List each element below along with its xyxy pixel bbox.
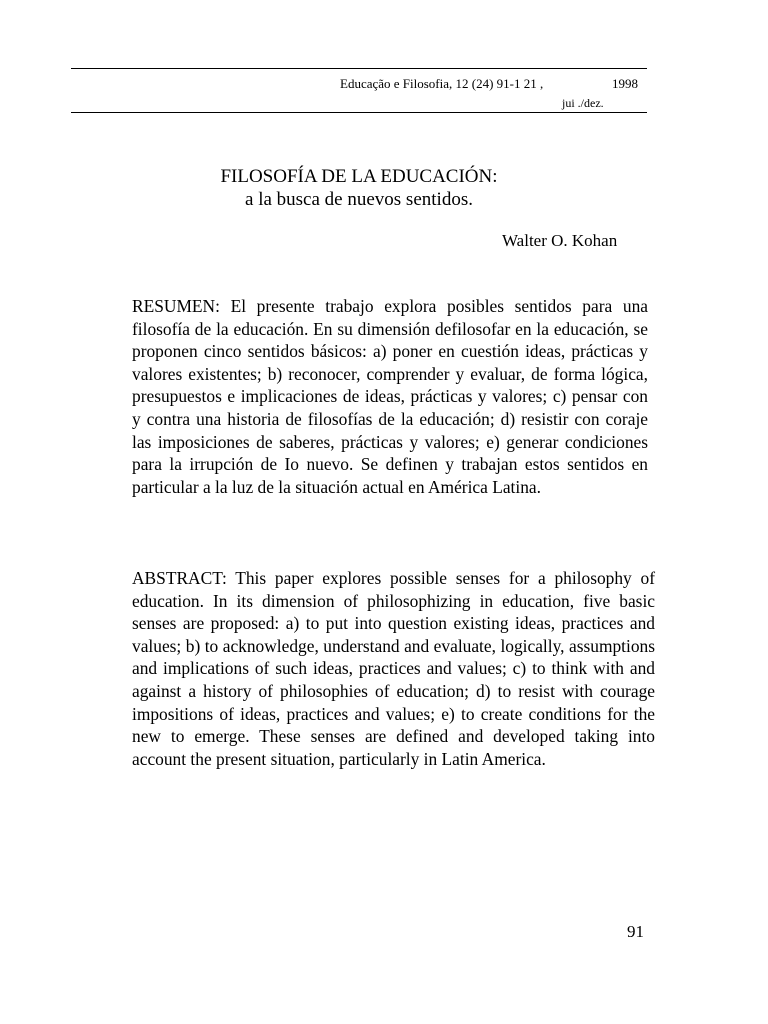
- resumen-paragraph: RESUMEN: El presente trabajo explora posibles sentidos para una filosofía de la educación. En su dimensión defilosofar en la educación, se proponen cinco sentidos básicos: a) poner en cuestión ideas, prácticas y valores existentes; b) reconocer, comprender y evaluar, de forma lógica, presupuestos e implicaciones de ideas, prácticas y valores; c) pensar con y contra una historia de filosofías de la educación; d) resistir con coraje las imposiciones de saberes, prácticas y valores; e) generar condiciones para la irrupción de Io nuevo. Se definen y trabajan estos sentidos en particular a la luz de la situación actual en América Latina.: [132, 296, 648, 497]
- article-subtitle: a la busca de nuevos sentidos.: [245, 189, 473, 210]
- publication-year: 1998: [612, 76, 638, 91]
- article-title: FILOSOFÍA DE LA EDUCACIÓN:: [220, 166, 498, 187]
- header-bottom-rule: [71, 112, 647, 113]
- article-author: Walter O. Kohan: [502, 231, 618, 250]
- abstract-paragraph: ABSTRACT: This paper explores possible senses for a philosophy of education. In its dimension of philosophizing in education, five basic senses are proposed: a) to put into question existing ideas, practices and values; b) to acknowledge, understand and evaluate, logically, assumptions and implications of such ideas, practices and values; c) to think with and against a history of philosophies of education; d) to resist with courage impositions of ideas, practices and values; e) to create conditions for the new to emerge. These senses are defined and developed taking into account the present situation, particularly in Latin America.: [132, 568, 655, 769]
- header-top-rule: [71, 68, 647, 69]
- journal-citation: Educação e Filosofia, 12 (24) 91-1 21 ,: [340, 76, 544, 91]
- page-number: 91: [627, 922, 644, 941]
- publication-period: jui ./dez.: [562, 96, 604, 110]
